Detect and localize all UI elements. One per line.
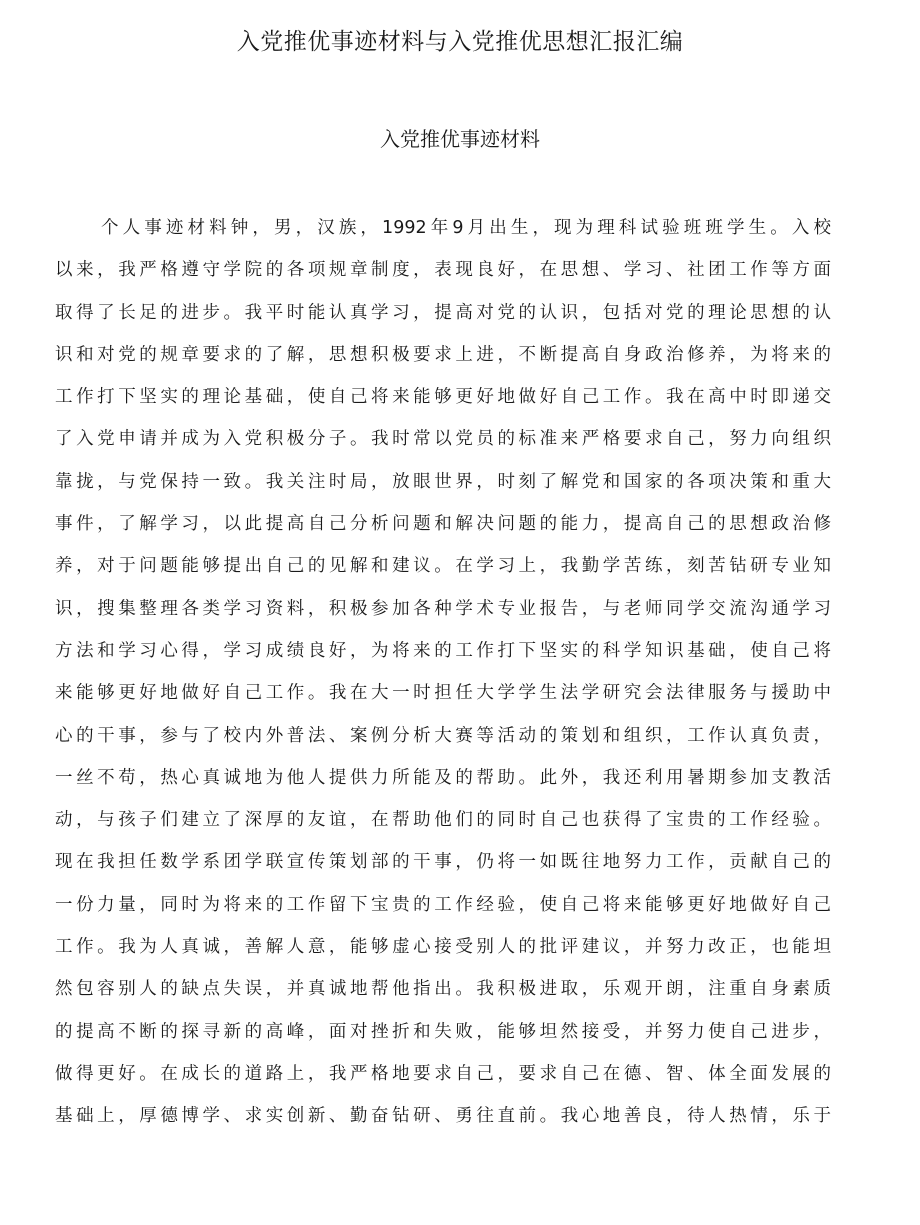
section-title: 入党推优事迹材料 bbox=[380, 127, 540, 151]
document-title: 入党推优事迹材料与入党推优思想汇报汇编 bbox=[236, 29, 684, 55]
body-paragraph bbox=[55, 213, 831, 1144]
paragraph-line: 一份力量，同时为将来的工作留下宝贵的工作经验，使自己将来能够更好地做好自己 bbox=[55, 894, 831, 915]
paragraph-line: 的提高不断的探寻新的高峰，面对挫折和失败，能够坦然接受，并努力使自己进步， bbox=[55, 1021, 831, 1042]
paragraph-line: 靠拢，与党保持一致。我关注时局，放眼世界，时刻了解党和国家的各项决策和重大 bbox=[55, 471, 831, 492]
paragraph-line: 工作。我为人真诚，善解人意，能够虚心接受别人的批评建议，并努力改正，也能坦 bbox=[55, 937, 831, 958]
paragraph-line: 一丝不苟，热心真诚地为他人提供力所能及的帮助。此外，我还利用暑期参加支教活 bbox=[55, 767, 831, 788]
paragraph-line: 动，与孩子们建立了深厚的友谊，在帮助他们的同时自己也获得了宝贵的工作经验。 bbox=[55, 810, 831, 831]
paragraph-line: 方法和学习心得，学习成绩良好，为将来的工作打下坚实的科学知识基础，使自己将 bbox=[55, 640, 831, 661]
paragraph-line: 基础上，厚德博学、求实创新、勤奋钻研、勇往直前。我心地善良，待人热情，乐于 bbox=[55, 1106, 831, 1127]
paragraph-line: 来能够更好地做好自己工作。我在大一时担任大学学生法学研究会法律服务与援助中 bbox=[55, 683, 831, 704]
paragraph-line: 现在我担任数学系团学联宣传策划部的干事，仍将一如既往地努力工作，贡献自己的 bbox=[55, 852, 831, 873]
paragraph-line: 以来，我严格遵守学院的各项规章制度，表现良好，在思想、学习、社团工作等方面 bbox=[55, 260, 831, 281]
paragraph-line: 个人事迹材料钟，男，汉族，1992年9月出生，现为理科试验班班学生。入校 bbox=[101, 218, 831, 238]
paragraph-line: 识，搜集整理各类学习资料，积极参加各种学术专业报告，与老师同学交流沟通学习 bbox=[55, 598, 831, 619]
paragraph-line: 做得更好。在成长的道路上，我严格地要求自己，要求自己在德、智、体全面发展的 bbox=[55, 1063, 831, 1084]
paragraph-line: 工作打下坚实的理论基础，使自己将来能够更好地做好自己工作。我在高中时即递交 bbox=[55, 387, 831, 408]
paragraph-line: 取得了长足的进步。我平时能认真学习，提高对党的认识，包括对党的理论思想的认 bbox=[55, 302, 831, 323]
paragraph-line: 然包容别人的缺点失误，并真诚地帮他指出。我积极进取，乐观开朗，注重自身素质 bbox=[55, 979, 831, 1000]
paragraph-line: 心的干事，参与了校内外普法、案例分析大赛等活动的策划和组织，工作认真负责， bbox=[55, 725, 831, 746]
paragraph-line: 养，对于问题能够提出自己的见解和建议。在学习上，我勤学苦练，刻苦钻研专业知 bbox=[55, 556, 831, 577]
paragraph-line: 事件，了解学习，以此提高自己分析问题和解决问题的能力，提高自己的思想政治修 bbox=[55, 514, 831, 535]
paragraph-line: 了入党申请并成为入党积极分子。我时常以党员的标准来严格要求自己，努力向组织 bbox=[55, 429, 831, 450]
paragraph-line: 识和对党的规章要求的了解，思想积极要求上进，不断提高自身政治修养，为将来的 bbox=[55, 344, 831, 365]
